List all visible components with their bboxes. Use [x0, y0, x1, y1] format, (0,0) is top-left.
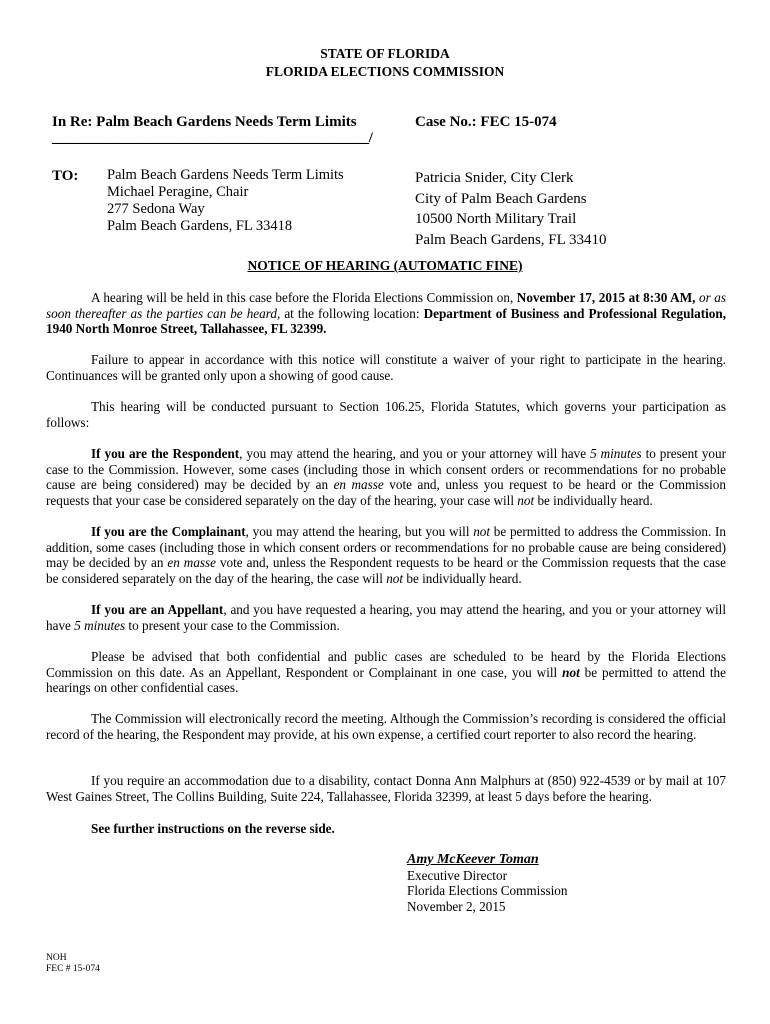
- in-re-value: Palm Beach Gardens Needs Term Limits: [96, 114, 357, 130]
- complainant-heading: If you are the Complainant: [91, 524, 246, 539]
- p4-text: be individually heard.: [534, 492, 653, 508]
- p6-text: to present your case to the Commission.: [125, 617, 340, 633]
- failure-paragraph: Failure to appear in accordance with this notice will constitute a waiver of your right to participate in the hearing. Continuances will be granted only upon a showing of good cause.: [46, 352, 726, 383]
- signature-block: [407, 852, 567, 914]
- p5-italic: en masse: [167, 555, 217, 571]
- recipient1-line: Palm Beach Gardens Needs Term Limits: [107, 167, 344, 183]
- p4-text: vote and, unless you request to be heard or the Commission requests that your case be considered separately on the day of the hearing, your case will: [46, 477, 726, 508]
- p4-italic: 5 minutes: [590, 446, 642, 461]
- p7-text: be permitted to attend the hearings on other confidential cases.: [46, 664, 726, 696]
- recipient1-line: Michael Peragine, Chair: [107, 184, 249, 200]
- case-number-line: [415, 114, 557, 131]
- document-header-state: STATE OF FLORIDA: [320, 46, 450, 61]
- in-re-line: [52, 114, 357, 131]
- footer-doc-code: NOH: [46, 953, 67, 963]
- signer-org: Florida Elections Commission: [407, 883, 568, 899]
- p1-text: at the following location:: [280, 305, 424, 321]
- p5-italic: not: [386, 570, 404, 586]
- recipient1-line: Palm Beach Gardens, FL 33418: [107, 218, 293, 234]
- hearing-paragraph: [46, 290, 726, 337]
- reverse-side-note: See further instructions on the reverse side.: [91, 821, 335, 836]
- p5-text: vote and, unless the Respondent requests to be heard or the Commission requests that the case be considered separately on the day of the hearing, the case will: [46, 555, 726, 586]
- recipient2-line: Patricia Snider, City Clerk: [415, 170, 574, 186]
- signer-title: Executive Director: [407, 867, 507, 883]
- p5-text: , you may attend the hearing, but you will: [245, 524, 474, 539]
- p6-italic: 5 minutes: [74, 617, 126, 633]
- recipient2-line: City of Palm Beach Gardens: [415, 190, 587, 207]
- in-re-underline: ____________________________________________/: [52, 130, 373, 146]
- recipient2-line: 10500 North Military Trail: [415, 211, 577, 227]
- p1-text: A hearing will be held in this case before the Florida Elections Commission on,: [91, 290, 517, 305]
- recipient1-line: 277 Sedona Way: [107, 201, 205, 217]
- footer: [46, 953, 100, 975]
- recipient-address-1: [107, 167, 344, 235]
- recipient2-line: Palm Beach Gardens, FL 33410: [415, 231, 607, 248]
- in-re-label: In Re:: [52, 114, 93, 130]
- signature-date: November 2, 2015: [407, 898, 506, 914]
- to-label: TO:: [52, 168, 79, 184]
- p5-italic: not: [473, 524, 491, 539]
- footer-case-number: FEC # 15-074: [46, 964, 100, 974]
- appellant-heading: If you are an Appellant: [91, 602, 224, 617]
- respondent-heading: If you are the Respondent: [91, 446, 240, 461]
- p4-italic: not: [517, 492, 535, 508]
- p5-text: be permitted to address the Commission. In addition, some cases (including those in which consent orders or recommendations for no probable cause are being considered) may be decided by an: [46, 524, 726, 571]
- recording-paragraph: The Commission will electronically record the meeting. Although the Commission’s recording is considered the official record of the hearing, the Respondent may provide, at his own expense, a certified court reporter to also record the hearing.: [46, 711, 726, 742]
- p1-italic: or as soon thereafter as the parties can be heard,: [46, 290, 726, 321]
- case-no-label: Case No.:: [415, 114, 477, 130]
- accommodation-paragraph: If you require an accommodation due to a disability, contact Donna Ann Malphurs at (850) 922-4539 or by mail at 107 West Gaines Street, The Collins Building, Suite 224, Tallahassee, Florida 32399, at least 5 days before the hearing.: [46, 773, 726, 804]
- appellant-paragraph: [46, 602, 726, 633]
- notice-title: NOTICE OF HEARING (AUTOMATIC FINE): [247, 258, 523, 273]
- confidential-paragraph: [46, 649, 726, 696]
- p4-text: , you may attend the hearing, and you or your attorney will have: [239, 446, 591, 461]
- complainant-paragraph: [46, 524, 726, 586]
- statute-paragraph: This hearing will be conducted pursuant to Section 106.25, Florida Statutes, which governs your participation as follows:: [46, 399, 726, 430]
- p7-text: Please be advised that both confidential and public cases are scheduled to be heard by the Florida Elections Commission on this date. As an Appellant, Respondent or Complainant in one case, you will: [46, 649, 726, 680]
- p4-italic: en masse: [333, 477, 384, 493]
- signature: Amy McKeever Toman: [407, 852, 539, 867]
- hearing-date: November 17, 2015 at 8:30 AM,: [516, 290, 696, 305]
- document-header-commission: FLORIDA ELECTIONS COMMISSION: [265, 64, 505, 79]
- hearing-location: Department of Business and Professional Regulation, 1940 North Monroe Street, Tallahassee, FL 32399.: [46, 305, 726, 337]
- p6-text: , and you have requested a hearing, you may attend the hearing, and you or your attorney will have: [46, 602, 726, 633]
- case-no-value: FEC 15-074: [480, 114, 557, 130]
- p4-text: to present your case to the Commission. However, some cases (including those in which consent orders or recommendations for no probable cause are being considered) may be decided by an: [46, 446, 726, 493]
- respondent-paragraph: [46, 446, 726, 508]
- recipient-address-2: [415, 168, 607, 250]
- p5-text: be individually heard.: [403, 570, 522, 586]
- p7-emphasis: not: [562, 664, 580, 680]
